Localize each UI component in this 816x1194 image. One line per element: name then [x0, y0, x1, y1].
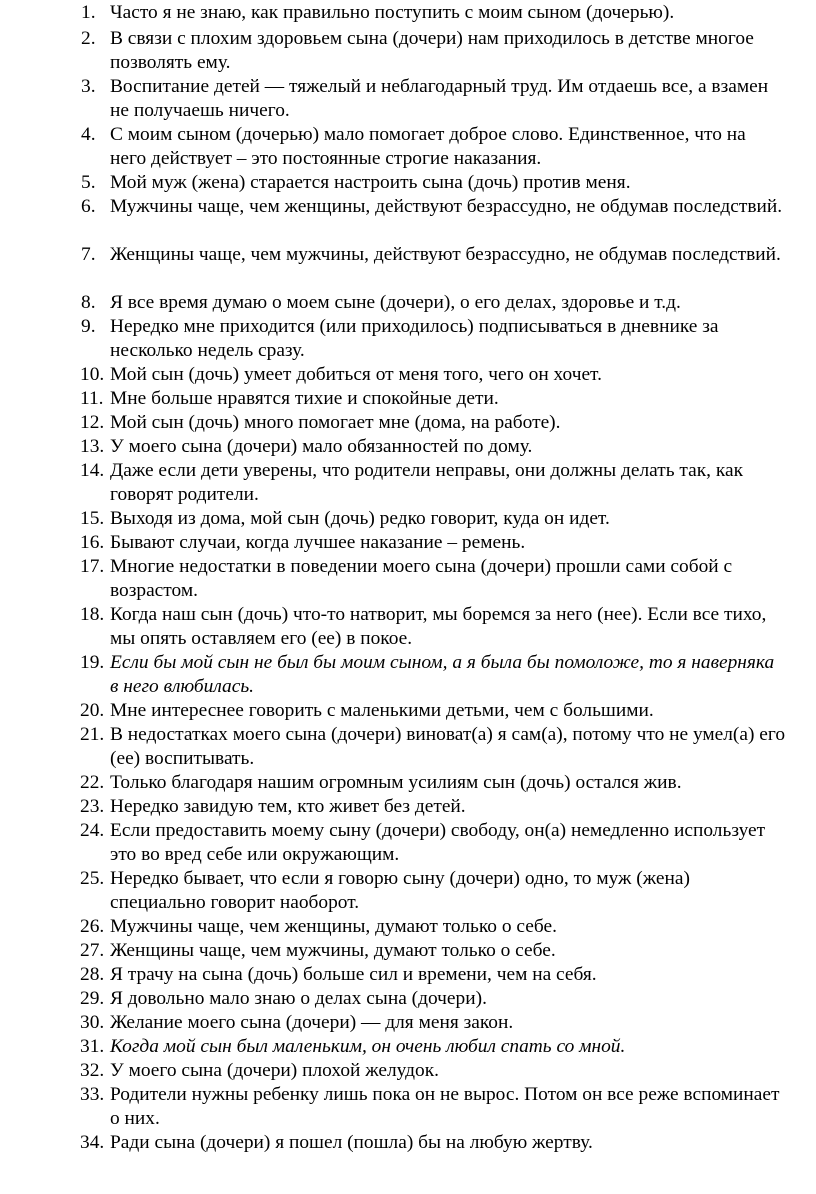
list-item — [0, 243, 796, 267]
item-text: Когда наш сын (дочь) что-то натворит, мы боремся за него (нее). Если все тихо, мы опять оставляем его (ее) в покое. — [110, 604, 767, 649]
item-text: Когда мой сын был маленьким, он очень любил спать со мной. — [110, 1036, 626, 1057]
item-number: 26. — [80, 916, 105, 937]
list-item — [0, 1035, 796, 1059]
item-number: 20. — [80, 700, 105, 721]
item-number: 31. — [80, 1036, 105, 1057]
item-text: Ради сына (дочери) я пошел (пошла) бы на любую жертву. — [110, 1132, 593, 1153]
item-text: Мой муж (жена) старается настроить сына (дочь) против меня. — [110, 172, 631, 193]
list-item — [0, 939, 796, 963]
list-item — [0, 651, 796, 699]
item-text: Бывают случаи, когда лучшее наказание – ремень. — [110, 532, 526, 553]
item-number: 10. — [80, 364, 105, 385]
list-item — [0, 507, 796, 531]
item-number: 9. — [81, 316, 96, 337]
list-item — [0, 291, 796, 315]
list-item — [0, 75, 796, 123]
item-number: 30. — [80, 1012, 105, 1033]
item-text: В недостатках моего сына (дочери) виноват(а) я сам(а), потому что не умел(а) его (ее) воспитывать. — [110, 724, 786, 769]
item-number: 15. — [80, 508, 105, 529]
list-item — [0, 171, 796, 195]
item-number: 13. — [80, 436, 105, 457]
item-number: 12. — [80, 412, 105, 433]
item-text: Женщины чаще, чем мужчины, действуют безрассудно, не обдумав последствий. — [110, 244, 781, 265]
item-text: Нередко бывает, что если я говорю сыну (дочери) одно, то муж (жена) специально говорит наоборот. — [110, 868, 690, 913]
item-number: 18. — [80, 604, 105, 625]
list-item — [0, 987, 796, 1011]
item-number: 29. — [80, 988, 105, 1009]
item-text: Мой сын (дочь) умеет добиться от меня того, чего он хочет. — [110, 364, 602, 385]
item-text: Мне интереснее говорить с маленькими детьми, чем с большими. — [110, 700, 654, 721]
item-number: 25. — [80, 868, 105, 889]
list-item — [0, 435, 796, 459]
item-text: Мне больше нравятся тихие и спокойные дети. — [110, 388, 499, 409]
list-item — [0, 27, 796, 75]
item-number: 7. — [81, 244, 96, 265]
item-number: 19. — [80, 652, 105, 673]
item-text: Только благодаря нашим огромным усилиям сын (дочь) остался жив. — [110, 772, 682, 793]
item-number: 16. — [80, 532, 105, 553]
list-item — [0, 531, 796, 555]
item-text: Я все время думаю о моем сыне (дочери), о его делах, здоровье и т.д. — [110, 292, 681, 313]
item-number: 17. — [80, 556, 105, 577]
list-item — [0, 1083, 796, 1131]
list-item — [0, 363, 796, 387]
list-item — [0, 1, 796, 25]
list-item — [0, 411, 796, 435]
item-text: Желание моего сына (дочери) — для меня закон. — [110, 1012, 514, 1033]
item-number: 8. — [81, 292, 96, 313]
list-item — [0, 915, 796, 939]
list-item — [0, 195, 796, 219]
item-number: 14. — [80, 460, 105, 481]
item-number: 22. — [80, 772, 105, 793]
list-item — [0, 1131, 796, 1155]
list-item — [0, 315, 796, 363]
item-number: 21. — [80, 724, 105, 745]
item-number: 3. — [81, 76, 96, 97]
item-number: 33. — [80, 1084, 105, 1105]
list-item — [0, 819, 796, 867]
item-number: 6. — [81, 196, 96, 217]
item-number: 11. — [80, 388, 104, 409]
item-text: Нередко завидую тем, кто живет без детей. — [110, 796, 466, 817]
item-number: 34. — [80, 1132, 105, 1153]
list-item — [0, 963, 796, 987]
item-text: Родители нужны ребенку лишь пока он не вырос. Потом он все реже вспоминает о них. — [110, 1084, 780, 1129]
item-text: С моим сыном (дочерью) мало помогает доброе слово. Единственное, что на него действует – это постоянные строгие наказания. — [110, 124, 746, 169]
item-text: В связи с плохим здоровьем сына (дочери) нам приходилось в детстве многое позволять ему. — [110, 28, 754, 73]
item-number: 28. — [80, 964, 105, 985]
list-item — [0, 867, 796, 915]
list-item — [0, 771, 796, 795]
list-item — [0, 795, 796, 819]
item-text: Если бы мой сын не был бы моим сыном, а я была бы помоложе, то я наверняка в него влюбилась. — [110, 652, 775, 697]
item-text: Я трачу на сына (дочь) больше сил и времени, чем на себя. — [110, 964, 597, 985]
item-text: Мужчины чаще, чем женщины, думают только о себе. — [110, 916, 557, 937]
item-number: 23. — [80, 796, 105, 817]
item-text: У моего сына (дочери) мало обязанностей по дому. — [110, 436, 533, 457]
list-item — [0, 1011, 796, 1035]
list-item — [0, 1059, 796, 1083]
item-text: Если предоставить моему сыну (дочери) свободу, он(а) немедленно использует это во вред себе или окружающим. — [110, 820, 766, 865]
item-number: 4. — [81, 124, 96, 145]
list-item — [0, 699, 796, 723]
list-item — [0, 459, 796, 507]
item-text: Даже если дети уверены, что родители неправы, они должны делать так, как говорят родители. — [110, 460, 743, 505]
item-text: У моего сына (дочери) плохой желудок. — [110, 1060, 439, 1081]
item-number: 2. — [81, 28, 96, 49]
item-number: 27. — [80, 940, 105, 961]
list-item — [0, 387, 796, 411]
item-text: Нередко мне приходится (или приходилось) подписываться в дневнике за несколько недель сразу. — [110, 316, 719, 361]
item-text: Выходя из дома, мой сын (дочь) редко говорит, куда он идет. — [110, 508, 610, 529]
item-text: Женщины чаще, чем мужчины, думают только о себе. — [110, 940, 556, 961]
item-number: 24. — [80, 820, 105, 841]
list-item — [0, 723, 796, 771]
item-text: Мужчины чаще, чем женщины, действуют безрассудно, не обдумав последствий. — [110, 196, 783, 217]
list-item — [0, 555, 796, 603]
list-item — [0, 603, 796, 651]
item-text: Я довольно мало знаю о делах сына (дочери). — [110, 988, 487, 1009]
item-text: Часто я не знаю, как правильно поступить с моим сыном (дочерью). — [110, 2, 675, 23]
item-text: Воспитание детей — тяжелый и неблагодарный труд. Им отдаешь все, а взамен не получаешь ничего. — [110, 76, 769, 121]
item-text: Мой сын (дочь) много помогает мне (дома, на работе). — [110, 412, 561, 433]
item-number: 32. — [80, 1060, 105, 1081]
item-number: 5. — [81, 172, 96, 193]
item-text: Многие недостатки в поведении моего сына (дочери) прошли сами собой с возрастом. — [110, 556, 733, 601]
item-number: 1. — [81, 2, 96, 23]
list-item — [0, 123, 796, 171]
